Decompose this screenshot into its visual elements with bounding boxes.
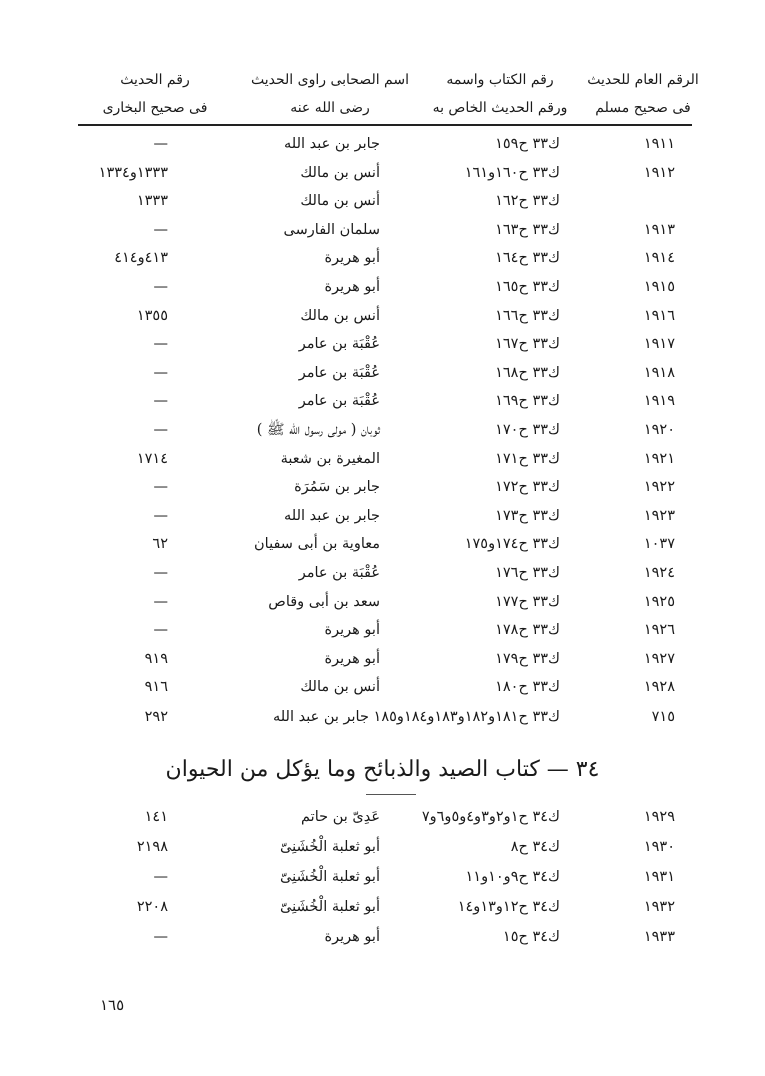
bukhari-number: — — [153, 869, 168, 885]
bukhari-number: — — [153, 422, 168, 438]
hadith-number: ١٩١٣ — [643, 221, 675, 238]
book-reference: ك٣٣ ح١٦٤ — [495, 250, 560, 267]
book-reference: ك٣٤ ح١٥ — [502, 929, 560, 945]
table-row — [0, 302, 765, 330]
narrator-name: سعد بن أبى وقاص — [268, 593, 380, 610]
narrator-name: سلمان الفارسى — [283, 221, 380, 238]
bukhari-number: ٦٢ — [152, 536, 168, 553]
narrator-name: عُقْبَة بن عامر — [298, 565, 380, 581]
hadith-number: ١٩١٧ — [643, 336, 675, 353]
narrator-name: المغيرة بن شعبة — [280, 450, 380, 467]
header-book — [420, 66, 580, 122]
book-and-narrator: ك٣٣ ح١٨١و١٨٢و١٨٣و١٨٤و١٨٥ جابر بن عبد الله — [272, 709, 560, 725]
hadith-number: ١٩٢٥ — [643, 593, 675, 610]
section-title: ٣٤ — كتاب الصيد والذبائح وما يؤكل من الحيوان — [165, 757, 600, 782]
book-reference: ك٣٤ ح١٢و١٣و١٤ — [457, 899, 560, 915]
table-row — [0, 502, 765, 530]
table-row — [0, 803, 765, 831]
book-reference: ك٣٣ ح١٧٠ — [495, 422, 560, 438]
table-row — [0, 416, 765, 444]
hadith-number: ١٩٣٣ — [643, 929, 675, 945]
bukhari-number: ٢٩٢ — [144, 709, 168, 725]
narrator-name: أبو هريرة — [324, 929, 380, 945]
narrator-name: عُقْبَة بن عامر — [298, 336, 380, 353]
bukhari-number: — — [153, 393, 168, 410]
table-row — [0, 645, 765, 673]
header-line: رقم الحديث — [120, 72, 190, 88]
bukhari-number: — — [153, 593, 168, 610]
book-reference: ك٣٣ ح١٧٩ — [495, 650, 560, 667]
narrator-name: أبو هريرة — [324, 622, 380, 639]
bukhari-number: — — [153, 221, 168, 238]
table-row — [0, 833, 765, 861]
book-reference: ك٣٣ ح١٦٩ — [495, 393, 560, 410]
header-line: رضى الله عنه — [290, 100, 370, 116]
bukhari-number: ١٣٣٣ — [136, 193, 168, 210]
table-row — [0, 273, 765, 301]
book-reference: ك٣٣ ح١٦٨ — [495, 364, 560, 381]
book-reference: ك٣٣ ح١٦٥ — [495, 279, 560, 295]
book-reference: ك٣٣ ح١٧٨ — [495, 622, 560, 639]
book-reference: ك٣٣ ح١٧٤و١٧٥ — [464, 536, 560, 553]
hadith-number: ١٩١٦ — [643, 307, 675, 324]
hadith-number: ١٩٢٨ — [643, 679, 675, 696]
table-row — [0, 130, 765, 158]
bukhari-number: — — [153, 565, 168, 581]
hadith-number: ١٩٢٢ — [643, 479, 675, 496]
header-line: الرقم العام للحديث — [587, 72, 699, 88]
header-line: اسم الصحابى راوى الحديث — [250, 72, 409, 88]
bukhari-number: ٤١٣و٤١٤ — [114, 250, 168, 267]
bukhari-number: — — [153, 507, 168, 524]
hadith-number: ١٩٢٩ — [643, 809, 675, 825]
section-divider — [366, 794, 416, 795]
header-bukhari — [80, 66, 230, 122]
bukhari-number: — — [153, 622, 168, 639]
narrator-name: جابر بن عبد الله — [284, 136, 380, 152]
narrator-name: أنس بن مالك — [300, 164, 380, 181]
narrator-name: عُقْبَة بن عامر — [298, 364, 380, 381]
book-reference: ك٣٣ ح١٥٩ — [495, 136, 560, 152]
hadith-number: ١٩٢٠ — [643, 422, 675, 438]
narrator-name: أبو هريرة — [324, 250, 380, 267]
table-row — [0, 893, 765, 921]
narrator-name: جابر بن سَمُرَة — [294, 479, 380, 496]
header-line: رقم الكتاب واسمه — [446, 72, 554, 88]
book-reference: ك٣٣ ح١٧١ — [495, 450, 560, 467]
hadith-number: ١٩٢١ — [643, 450, 675, 467]
narrator-name: أبو هريرة — [324, 279, 380, 295]
bukhari-number: — — [153, 479, 168, 496]
table-row — [0, 588, 765, 616]
hadith-number: ١٩٢٣ — [643, 507, 675, 524]
table-row — [0, 216, 765, 244]
narrator-name: أبو ثعلبة الْخُشَنِىّ — [280, 899, 380, 915]
table-row — [0, 330, 765, 358]
book-reference: ك٣٣ ح١٦٧ — [495, 336, 560, 353]
book-reference: ك٣٣ ح١٧٧ — [495, 593, 560, 610]
narrator-name: جابر بن عبد الله — [284, 507, 380, 524]
hadith-number: ١٩٢٧ — [643, 650, 675, 667]
bukhari-number: — — [153, 136, 168, 152]
book-reference: ك٣٣ ح١٨٠ — [495, 679, 560, 696]
book-reference: ك٣٣ ح١٦٠و١٦١ — [464, 164, 560, 181]
hadith-number: ١٩١٥ — [643, 279, 675, 295]
bukhari-number: ٢٢٠٨ — [136, 899, 168, 915]
book-reference: ك٣٣ ح١٧٣ — [495, 507, 560, 524]
narrator-name: أنس بن مالك — [300, 193, 380, 210]
bukhari-number: ١٤١ — [144, 809, 168, 825]
hadith-number: ١٩٣٢ — [643, 899, 675, 915]
book-reference: ك٣٤ ح١و٢و٣و٤و٥و٦و٧ — [421, 809, 560, 825]
hadith-number: ٧١٥ — [651, 709, 675, 725]
hadith-number: ١٩٣١ — [643, 869, 675, 885]
book-reference: ك٣٣ ح١٧٢ — [495, 479, 560, 496]
narrator-name: ثوبان ( مولى رسول الله ﷺ ) — [256, 422, 380, 438]
header-rule — [78, 124, 692, 126]
table-row — [0, 616, 765, 644]
table-row — [0, 923, 765, 951]
header-line: فى صحيح البخارى — [102, 100, 208, 116]
table-row — [0, 703, 765, 731]
hadith-number: ١٩١١ — [643, 136, 675, 152]
bukhari-number: ٢١٩٨ — [136, 839, 168, 855]
book-reference: ك٣٣ ح١٦٣ — [495, 221, 560, 238]
header-narrator — [240, 66, 420, 122]
table-row — [0, 559, 765, 587]
table-row — [0, 244, 765, 272]
table-row — [0, 473, 765, 501]
table-row — [0, 187, 765, 215]
narrator-name: أنس بن مالك — [300, 679, 380, 696]
book-reference: ك٣٣ ح١٦٢ — [495, 193, 560, 210]
book-reference: ك٣٣ ح١٧٦ — [495, 565, 560, 581]
book-reference: ك٣٤ ح٩و١٠و١١ — [465, 869, 560, 885]
table-row — [0, 387, 765, 415]
header-general-number — [578, 66, 708, 122]
hadith-number: ١٩٣٠ — [643, 839, 675, 855]
narrator-name: معاوية بن أبى سفيان — [254, 536, 380, 553]
table-row — [0, 359, 765, 387]
page-number: ١٦٥ — [100, 996, 125, 1014]
hadith-number: ١٩١٩ — [643, 393, 675, 410]
table-row — [0, 445, 765, 473]
narrator-name: أبو ثعلبة الْخُشَنِىّ — [280, 839, 380, 855]
hadith-number: ١٩٢٦ — [643, 622, 675, 639]
book-reference: ك٣٣ ح١٦٦ — [495, 307, 560, 324]
hadith-number: ١٩١٤ — [643, 250, 675, 267]
book-reference: ك٣٤ ح٨ — [510, 839, 560, 855]
narrator-name: عُقْبَة بن عامر — [298, 393, 380, 410]
hadith-number: ١٠٣٧ — [643, 536, 675, 553]
hadith-number: ١٩٢٤ — [643, 565, 675, 581]
table-row — [0, 159, 765, 187]
table-row — [0, 673, 765, 701]
header-line: فى صحيح مسلم — [595, 100, 691, 116]
header-line: ورقم الحديث الخاص به — [432, 100, 568, 116]
bukhari-number: ٩١٦ — [144, 679, 168, 696]
hadith-number: ١٩١٢ — [643, 164, 675, 181]
bukhari-number: ١٣٥٥ — [136, 307, 168, 324]
table-row — [0, 863, 765, 891]
hadith-number: ١٩١٨ — [643, 364, 675, 381]
narrator-name: أبو هريرة — [324, 650, 380, 667]
narrator-name: أبو ثعلبة الْخُشَنِىّ — [280, 869, 380, 885]
bukhari-number: ١٧١٤ — [136, 450, 168, 467]
bukhari-number: — — [153, 929, 168, 945]
narrator-name: أنس بن مالك — [300, 307, 380, 324]
narrator-name: عَدِىّ بن حاتم — [301, 809, 380, 825]
bukhari-number: — — [153, 279, 168, 295]
bukhari-number: ١٣٣٣و١٣٣٤ — [98, 164, 168, 181]
bukhari-number: ٩١٩ — [144, 650, 168, 667]
bukhari-number: — — [153, 364, 168, 381]
bukhari-number: — — [153, 336, 168, 353]
table-row — [0, 530, 765, 558]
